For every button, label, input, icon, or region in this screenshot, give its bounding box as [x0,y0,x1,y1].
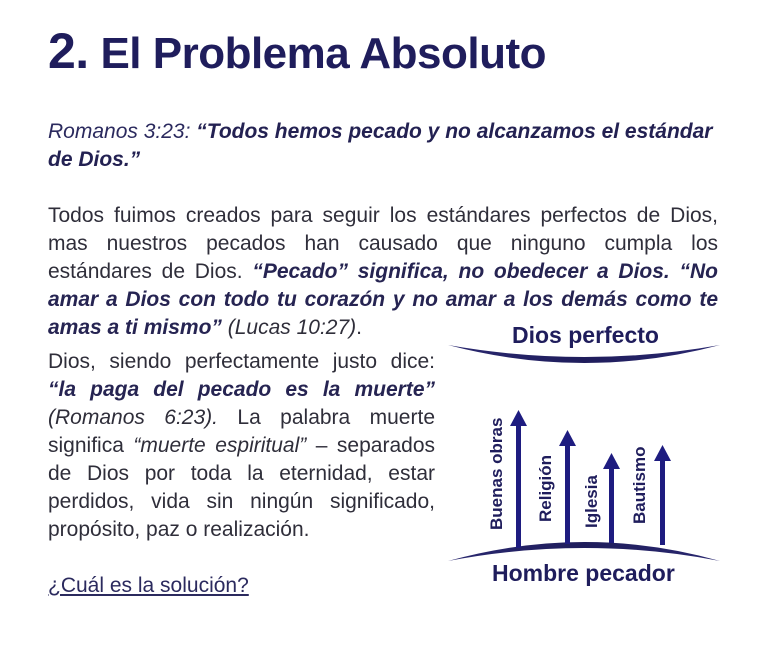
paragraph-death-text: La palabra muerte significa [48,406,435,457]
verse-reference: Romanos 3:23: [48,120,191,143]
arrow-head-bautismo [654,445,671,461]
romans-reference: (Romanos 6:23). [48,406,218,429]
wages-of-sin-quote: “la paga del pecado es la muerte” [48,378,435,401]
arrow-head-buenas-obras [510,410,527,426]
label-bautismo: Bautismo [630,446,649,524]
label-iglesia: Iglesia [582,475,601,528]
page-title [48,22,546,80]
diagram-graphic [440,318,740,598]
spiritual-death-term: “muerte espiritual” [133,434,307,457]
verse-quote: “Todos hemos pecado y no alcanzamos el estándar de Dios.” [48,120,713,171]
sin-definition: “Pecado” significa, no obedecer a Dios. “No amar a Dios con todo tu corazón y no amar a los demás como te amas a ti mismo” [48,260,718,339]
paragraph-death-end: – separados de Dios por toda la eternidad, estar perdidos, vida sin ningún significado, propósito, paz o realización. [48,434,436,541]
arrow-head-iglesia [603,453,620,469]
solution-link[interactable]: ¿Cuál es la solución? [48,574,249,597]
arrow-bautismo [660,459,665,545]
paragraph-sin-end: . [356,316,362,339]
separation-diagram [440,318,740,598]
key-verse [48,118,728,174]
arrow-religion [565,444,570,544]
man-arc [448,542,720,561]
label-religion: Religión [536,454,555,522]
paragraph-sin-text: Todos fuimos creados para seguir los estándares perfectos de Dios, mas nuestros pecados han causado que ninguno cumpla los estándares de Dios. [48,204,718,283]
arrow-buenas-obras [516,424,521,548]
sinful-man-label: Hombre pecador [492,560,675,586]
paragraph-death-intro: Dios, siendo perfectamente justo dice: [48,350,435,373]
paragraph-death [48,348,435,544]
arrow-head-religion [559,430,576,446]
perfect-god-label: Dios perfecto [512,322,659,348]
title-text: El Problema Absoluto [100,29,546,78]
label-buenas-obras: Buenas obras [487,417,506,530]
luke-reference: (Lucas 10:27) [221,316,357,339]
arrow-iglesia [609,467,614,543]
section-number: 2. [48,23,89,79]
god-arc [448,345,720,363]
